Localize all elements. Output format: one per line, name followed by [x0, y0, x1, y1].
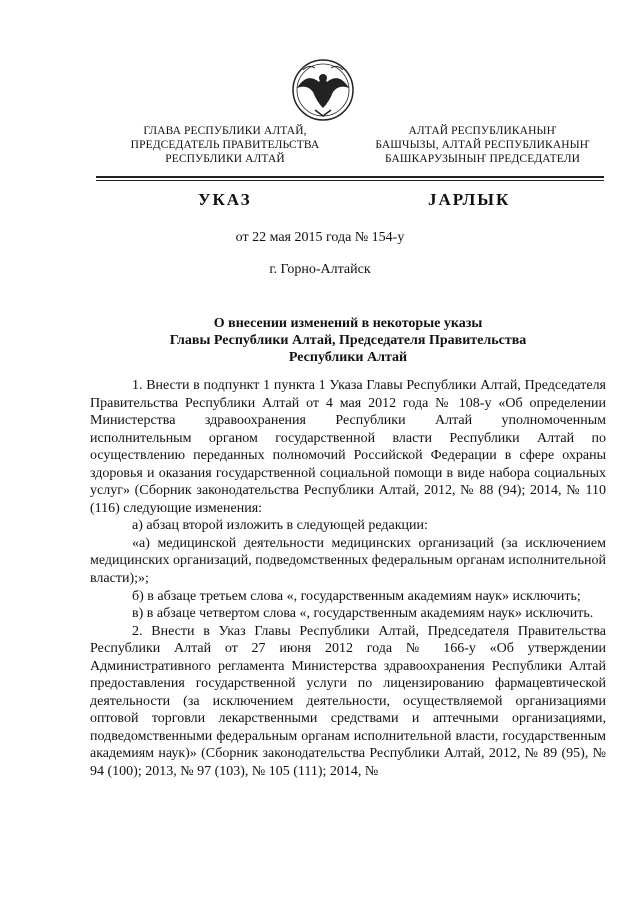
altai-coat-of-arms-icon [289, 58, 357, 122]
body-paragraph: «а) медицинской деятельности медицинских организаций (за исключением медицинских организаций, подведомственных федеральным органам исполнительной власти);»; [90, 535, 606, 587]
body-paragraph: б) в абзаце третьем слова «, государственным академиям наук» исключить; [132, 588, 581, 604]
header-left-block [110, 124, 340, 166]
header-left-line: ГЛАВА РЕСПУБЛИКИ АЛТАЙ, [143, 125, 307, 137]
decree-date: от 22 мая 2015 года № 154-у [235, 230, 405, 245]
doc-type-ukaz: УКАЗ [198, 190, 252, 209]
title-line: О внесении изменений в некоторые указы [213, 316, 483, 331]
decree-title [90, 315, 606, 366]
body-paragraph: в) в абзаце четвертом слова «, государственным академиям наук» исключить. [132, 606, 594, 622]
header-right-line: БАШЧЫЗЫ, АЛТАЙ РЕСПУБЛИКАНЫҤ [375, 139, 590, 151]
header-divider-thin [96, 180, 604, 181]
header-right-line: БАШКАРУЗЫНЫҤ ПРЕДСЕДАТЕЛИ [384, 153, 581, 165]
decree-body [90, 377, 606, 781]
title-line: Главы Республики Алтай, Председателя Правительства [169, 333, 527, 348]
body-paragraph: 2. Внести в Указ Главы Республики Алтай, Председателя Правительства Республики Алтай от 27 июня 2012 года № 166-у «Об утверждении Административного регламента Министерства здравоохранения Республики Алтай предоставления государственной услуги по лицензированию фармацевтической деятельности (за исключением деятельности, осуществляемой организациями оптовой торговли лекарственными средствами и аптечными организациями, подведомственными федеральным органам исполнительной власти, государственным академиям наук)» (Сборник законодательства Республики Алтай, 2012, № 89 (95), № 94 (100); 2013, № 97 (103), № 105 (111); 2014, № [90, 623, 606, 780]
doc-type-jarlyk: JАРЛЫК [428, 190, 511, 209]
header-right-block [355, 124, 610, 166]
title-line: Республики Алтай [288, 350, 408, 365]
header-divider-thick [96, 176, 604, 178]
body-paragraph: а) абзац второй изложить в следующей редакции: [132, 518, 428, 534]
body-paragraph: 1. Внести в подпункт 1 пункта 1 Указа Главы Республики Алтай, Председателя Правительства Республики Алтай от 4 мая 2012 года № 108-у «Об определении Министерства здравоохранения Республики Алтай уполномоченным исполнительным органом государственной власти Республики Алтай по осуществлению переданных полномочий Российской Федерации в сфере охраны здоровья и оказания государственной социальной помощи в виде набора социальных услуг» (Сборник законодательства Республики Алтай, 2012, № 88 (94); 2014, № 110 (116) следующие изменения: [90, 378, 606, 516]
header-right-line: АЛТАЙ РЕСПУБЛИКАНЫҤ [408, 125, 557, 137]
decree-city: г. Горно-Алтайск [269, 262, 371, 277]
header-left-line: РЕСПУБЛИКИ АЛТАЙ [165, 153, 285, 165]
header-left-line: ПРЕДСЕДАТЕЛЬ ПРАВИТЕЛЬСТВА [130, 139, 320, 151]
